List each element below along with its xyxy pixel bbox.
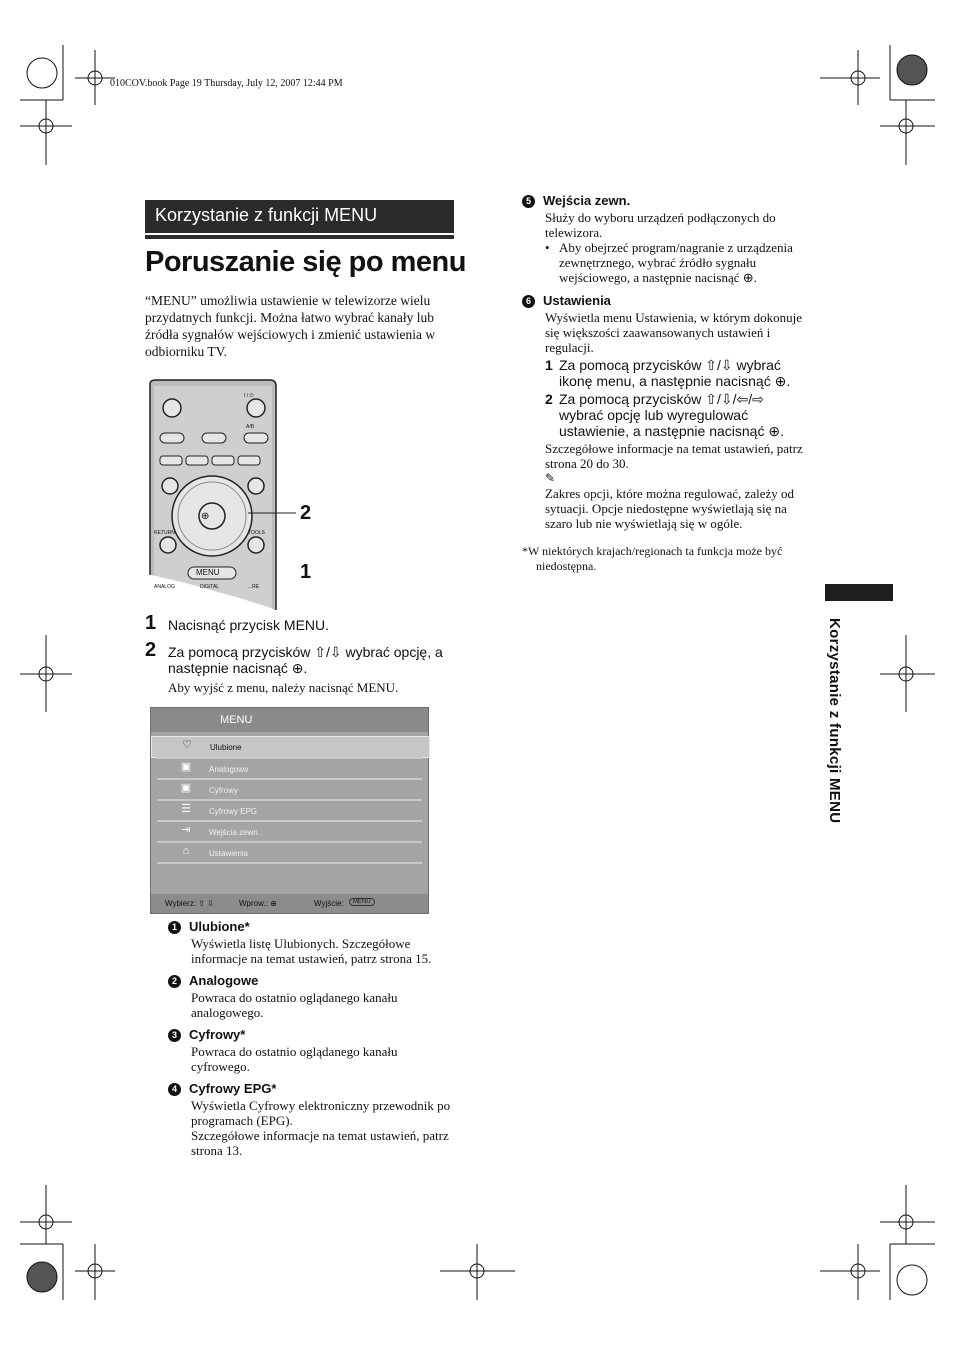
item-badge: 3 xyxy=(168,1029,181,1042)
menu-item-analogowe[interactable] xyxy=(151,759,428,779)
item-bullet-text: Aby obejrzeć program/nagranie z urządzenia zewnętrznego, wybrać źródło sygnału wejściowego, a następnie nacisnąć ⊕. xyxy=(559,240,793,285)
menu-item-label: Ulubione xyxy=(210,743,242,752)
item-ustawienia xyxy=(522,293,812,531)
toolbox-icon: ⌂ xyxy=(182,845,190,857)
menu-button-label: MENU xyxy=(196,568,220,577)
item-title: Ulubione xyxy=(189,919,245,934)
sub-step-2-num: 2 xyxy=(545,391,553,407)
item-body-2: Szczegółowe informacje na temat ustawień, patrz strona 13. xyxy=(191,1128,449,1158)
item-wejscia xyxy=(522,193,812,285)
item-body: Wyświetla listę Ulubionych. Szczegółowe informacje na temat ustawień, patrz strona 15. xyxy=(191,936,432,966)
footnote: *W niektórych krajach/regionach ta funkcja może być niedostępna. xyxy=(522,544,783,573)
menu-divider xyxy=(157,862,422,864)
item-badge: 4 xyxy=(168,1083,181,1096)
callout-1: 1 xyxy=(300,561,312,583)
item-title: Cyfrowy xyxy=(189,1027,241,1042)
heart-icon: ♡ xyxy=(182,739,192,751)
sub-step-2-text: Za pomocą przycisków ⇧/⇩/⇦/⇨ wybrać opcję lub wyregulować ustawienie, a następnie nacisnąć ⊕. xyxy=(559,391,784,439)
analog-label: ANALOG xyxy=(154,584,175,590)
step-2-note: Aby wyjść z menu, należy nacisnąć MENU. xyxy=(168,680,399,695)
side-tab-marker xyxy=(825,584,893,601)
menu-item-label: Wejścia zewn. xyxy=(209,828,260,837)
step-2-number: 2 xyxy=(145,639,157,661)
item-badge: 5 xyxy=(522,195,535,208)
menu-screenshot xyxy=(150,707,429,914)
item-badge: 2 xyxy=(168,975,181,988)
item-analogowe xyxy=(168,973,458,1020)
item-title: Wejścia zewn. xyxy=(543,193,631,208)
sub-step-1 xyxy=(545,357,812,389)
power-label: I / ⏻ xyxy=(244,393,254,399)
menu-title: MENU xyxy=(220,714,253,726)
item-title: Analogowe xyxy=(189,973,259,988)
menu-item-ustawienia[interactable] xyxy=(151,843,428,863)
callout-2: 2 xyxy=(300,502,312,524)
section-banner xyxy=(145,200,454,233)
sub-step-1-text: Za pomocą przycisków ⇧/⇩ wybrać ikonę menu, a następnie nacisnąć ⊕. xyxy=(559,357,791,389)
details-text: Szczegółowe informacje na temat ustawień, patrz strona 20 do 30. xyxy=(545,441,803,471)
item-cyfrowy xyxy=(168,1027,458,1074)
digital-label: DIGITAL xyxy=(200,584,220,590)
tools-label: TOOLS xyxy=(248,530,265,536)
menu-item-cyfrowy-epg[interactable] xyxy=(151,801,428,821)
item-body: Powraca do ostatnio oglądanego kanału analogowego. xyxy=(191,990,398,1020)
page-title: Poruszanie się po menu xyxy=(145,246,466,278)
section-label: Korzystanie z funkcji MENU xyxy=(155,205,378,225)
menu-item-label: Cyfrowy xyxy=(209,786,238,795)
note-text: Zakres opcji, które można regulować, zależy od sytuacji. Opcje niedostępne wyświetlają się na szaro lub nie wyświetlają się w ogóle. xyxy=(545,486,795,531)
item-star: * xyxy=(240,1027,246,1042)
note-pencil-icon: ✎ xyxy=(545,471,556,485)
sub-step-2 xyxy=(545,391,812,439)
footer-select-hint: Wybierz: ⇧ ⇩ xyxy=(165,899,214,908)
menu-item-label: Cyfrowy EPG xyxy=(209,807,258,816)
item-cyfrowy-epg xyxy=(168,1081,458,1158)
dpad-enter-icon: ⊕ xyxy=(201,511,210,522)
item-body: Wyświetla Cyfrowy elektroniczny przewodnik po programach (EPG). xyxy=(191,1098,451,1128)
return-label: RETURN xyxy=(154,530,175,536)
item-star: * xyxy=(271,1081,277,1096)
step-1-text: Nacisnąć przycisk MENU. xyxy=(168,617,330,633)
section-rule xyxy=(145,235,454,239)
menu-item-wejscia[interactable] xyxy=(151,822,428,842)
menu-item-label: Analogowe xyxy=(209,765,249,774)
print-header-line: 010COV.book Page 19 Thursday, July 12, 2007 12:44 PM xyxy=(110,78,343,89)
more-label: ...RE xyxy=(248,584,260,590)
tv-analog-icon: ▣ xyxy=(180,761,192,773)
item-title: Cyfrowy EPG xyxy=(189,1081,272,1096)
step-2-text: Za pomocą przycisków ⇧/⇩ wybrać opcję, a następnie nacisnąć ⊕. xyxy=(168,644,443,676)
item-body: Służy do wyboru urządzeń podłączonych do telewizora. xyxy=(545,210,776,240)
tv-digital-icon: ▣ xyxy=(180,782,192,794)
item-title: Ustawienia xyxy=(543,293,611,308)
side-tab-label: Korzystanie z funkcji MENU xyxy=(826,618,843,824)
item-badge: 6 xyxy=(522,295,535,308)
menu-item-ulubione[interactable] xyxy=(151,736,430,758)
ab-label: A/B xyxy=(246,424,255,430)
item-bullet: • Aby obejrzeć program/nagranie z urządzenia zewnętrznego, wybrać źródło sygnału wejściowego, a następnie nacisnąć ⊕. xyxy=(545,240,812,285)
item-star: * xyxy=(244,919,250,934)
epg-list-icon: ☰ xyxy=(181,803,191,815)
sub-step-1-num: 1 xyxy=(545,357,553,373)
item-badge: 1 xyxy=(168,921,181,934)
menu-item-cyfrowy[interactable] xyxy=(151,780,428,800)
intro-paragraph: “MENU” umożliwia ustawienie w telewizorze wielu przydatnych funkcji. Można łatwo wybrać kanały lub źródła sygnałów wejściowych i zmienić ustawienia w odbiorniku TV. xyxy=(145,293,436,359)
item-body: Wyświetla menu Ustawienia, w którym dokonuje się większości zaawansowanych ustawień i regulacji. xyxy=(545,310,802,355)
footer-enter-hint: Wprow.: ⊕ xyxy=(239,899,277,908)
menu-header xyxy=(151,708,428,732)
step-1-number: 1 xyxy=(145,612,157,634)
menu-item-label: Ustawienia xyxy=(209,849,249,858)
item-body: Powraca do ostatnio oglądanego kanału cyfrowego. xyxy=(191,1044,398,1074)
footer-exit-key: MENU xyxy=(349,898,375,906)
menu-footer xyxy=(151,894,428,913)
item-ulubione xyxy=(168,919,458,966)
footer-exit-hint: Wyjście: xyxy=(314,899,344,908)
input-icon: ⇥ xyxy=(181,824,191,836)
